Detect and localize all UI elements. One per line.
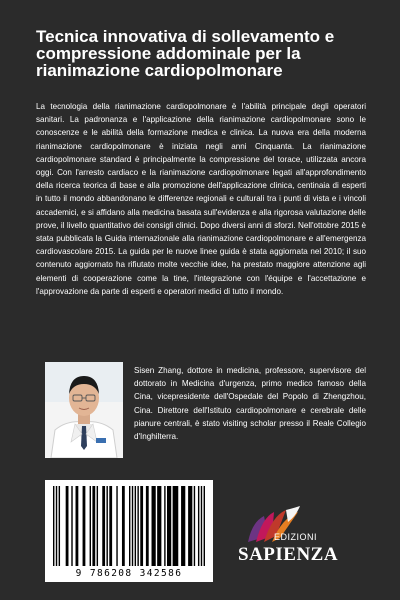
- author-bio: Sisen Zhang, dottore in medicina, professore, supervisore del dottorato in Medicina d'urgenza, primo medico famoso della Cina, vicepresidente dell'Ospedale del Popolo di Zhengzhou, Cina. Direttore dell'Istituto cardiopolmonare e cerebrale delle pianure centrali, è stato visiting scholar presso il Reale Collegio d'Inghilterra.: [134, 366, 366, 442]
- barcode-bar: [135, 486, 136, 566]
- barcode-bar: [59, 486, 60, 566]
- barcode-bar: [97, 486, 98, 566]
- barcode-bar: [56, 486, 57, 566]
- author-photo: [45, 362, 123, 458]
- book-description: La tecnologia della rianimazione cardiopolmonare è l'abilità principale degli operatori sanitari. La padronanza e l'applicazione della rianimazione cardiopolmonare sono le conoscenze e le abilità della formazione medica e clinica. La nuova era della moderna rianimazione cardiopolmonare è iniziata negli anni Cinquanta. La rianimazione cardiopolmonare standard è principalmente la compressione del torace, utilizzata ancora oggi. Con l'arresto cardiaco e la rianimazione cardiopolmonare legati all'approfondimento della ricerca teorica di base e alla promozione dell'applicazione clinica, centinaia di esperti in tutto il mondo abbandonano le differenze regionali e culturali tra i punti di vista e i vincoli accademici, e si affidano alla medicina basata sull'evidenza e alla rigorosa valutazione delle prove, il livello quantitativo dei consigli clinici. Dopo diversi anni di sforzi. Nell'ottobre 2015 è stata pubblicata la Guida internazionale alla rianimazione cardiopolmonare e all'emergenza cardiovascolare 2015. La guida per le nuove linee guida è stata aggiornata nel 2010; il suo contenuto aggiornato ha rifiutato molte vecchie idee, ha prestato maggiore attenzione agli elementi di cooperazione come la tine, l'integrazione con l'équipe e l'accettazione e l'approvazione da parte di esperti e operatori medici di tutto il mondo.: [36, 102, 366, 296]
- barcode-bar: [102, 486, 105, 566]
- barcode-bar: [188, 486, 192, 566]
- barcode-bar: [167, 486, 171, 566]
- barcode-bar: [90, 486, 91, 566]
- barcode-bar: [204, 486, 205, 566]
- barcode-bar: [173, 486, 179, 566]
- barcode-bar: [140, 486, 143, 566]
- barcode-bar: [53, 486, 54, 566]
- barcode-bar: [164, 486, 165, 566]
- publisher-name: SAPIENZA: [238, 544, 339, 565]
- barcode-bar: [152, 486, 156, 566]
- publisher-logo: [236, 506, 356, 576]
- barcode-bar: [198, 486, 199, 566]
- barcode-bar: [181, 486, 185, 566]
- barcode-bar: [201, 486, 202, 566]
- barcode-bar: [106, 486, 107, 566]
- barcode-bar: [122, 486, 125, 566]
- barcode-bar: [83, 486, 86, 566]
- book-title: Tecnica innovativa di sollevamento e compressione addominale per la rianimazione cardiopolmonare: [36, 27, 335, 80]
- barcode-bar: [71, 486, 72, 566]
- barcode-bar: [132, 486, 133, 566]
- publisher-label: EDIZIONI: [274, 532, 318, 542]
- barcode-bars: [53, 486, 205, 566]
- barcode-bar: [76, 486, 79, 566]
- barcode-bar: [109, 486, 112, 566]
- barcode-bar: [66, 486, 69, 566]
- barcode-bar: [116, 486, 117, 566]
- author-portrait-image: [45, 362, 123, 458]
- isbn-barcode: [45, 480, 213, 582]
- barcode-bar: [194, 486, 195, 566]
- barcode-bar: [146, 486, 149, 566]
- isbn-number: 9 786208 342586: [75, 568, 183, 579]
- barcode-bar: [129, 486, 130, 566]
- barcode-bar: [92, 486, 95, 566]
- barcode-bar: [157, 486, 161, 566]
- barcode-bar: [137, 486, 138, 566]
